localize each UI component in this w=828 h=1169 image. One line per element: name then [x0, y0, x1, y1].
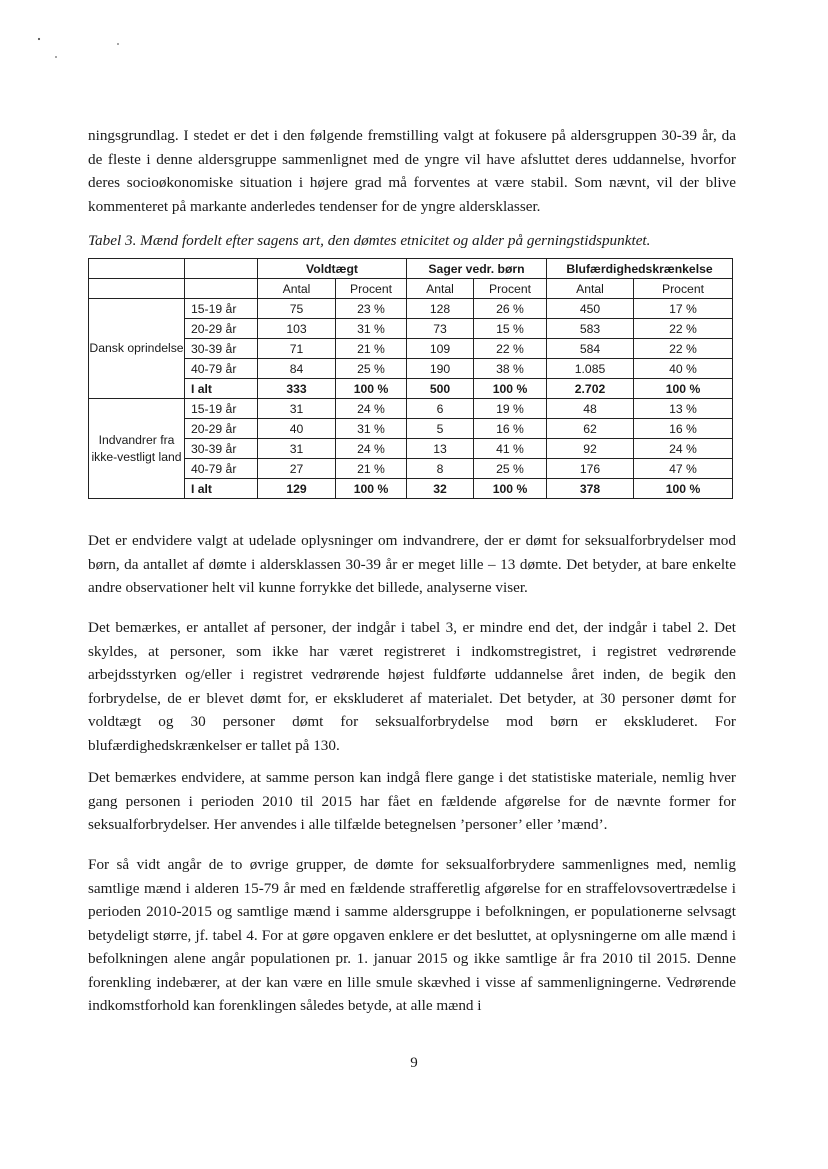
age-cell: I alt	[185, 479, 258, 499]
value-cell: 40 %	[634, 359, 733, 379]
value-cell: 176	[547, 459, 634, 479]
value-cell: 100 %	[634, 479, 733, 499]
value-cell: 84	[258, 359, 336, 379]
table-caption: Tabel 3. Mænd fordelt efter sagens art, den dømtes etnicitet og alder på gerningstidspunktet.	[88, 232, 651, 249]
value-cell: 47 %	[634, 459, 733, 479]
value-cell: 13 %	[634, 399, 733, 419]
sub-header: Antal	[407, 279, 474, 299]
corner-cell	[185, 259, 258, 279]
value-cell: 62	[547, 419, 634, 439]
value-cell: 22 %	[634, 319, 733, 339]
table-row	[89, 399, 733, 419]
value-cell: 26 %	[474, 299, 547, 319]
value-cell: 1.085	[547, 359, 634, 379]
table-row	[89, 359, 733, 379]
value-cell: 100 %	[474, 379, 547, 399]
value-cell: 16 %	[634, 419, 733, 439]
table-row	[89, 299, 733, 319]
value-cell: 32	[407, 479, 474, 499]
age-cell: 15-19 år	[185, 399, 258, 419]
corner-cell	[89, 259, 185, 279]
value-cell: 100 %	[474, 479, 547, 499]
age-cell: 20-29 år	[185, 319, 258, 339]
table-row	[89, 439, 733, 459]
value-cell: 31	[258, 439, 336, 459]
paragraph-table-count: Det bemærkes, er antallet af personer, der indgår i tabel 3, er mindre end det, der indgår i tabel 2. Det skyldes, at personer, som ikke har været registreret i indkomstregistret, i registret vedrørende arbejdsstyrken og/eller i registret vedrørende højest fuldførte uddannelse året inden, de begik den forbrydelse, de er blevet dømt for, er ekskluderet af materialet. Det betyder, at 30 personer dømt for voldtægt og 30 personer dømt for seksualforbrydelse mod børn er ekskluderet. For blufærdighedskrænkelser er tallet på 130.	[88, 619, 736, 754]
value-cell: 27	[258, 459, 336, 479]
value-cell: 584	[547, 339, 634, 359]
paragraph-comparison-groups: For så vidt angår de to øvrige grupper, de dømte for seksualforbrydere sammenlignes med, nemlig samtlige mænd i alderen 15-79 år med en fældende strafferetlig afgørelse for en straffelovsovertrædelse i perioden 2010-2015 og samtlige mænd i samme aldersgruppe i befolkningen, er populationerne selvsagt betydeligt større, jf. tabel 4. For at gøre opgaven enklere er det besluttet, at oplysningerne om alle mænd i befolkningen alene angår populationen pr. 1. januar 2015 og ikke samtlige år fra 2010 til 2015. Denne forenkling indebærer, at der kan være en lille smule skævhed i visse af sammenligningerne. Vedrørende indkomstforhold kan forenklingen således betyde, at alle mænd i	[88, 856, 736, 1014]
value-cell: 22 %	[634, 339, 733, 359]
value-cell: 190	[407, 359, 474, 379]
value-cell: 25 %	[336, 359, 407, 379]
value-cell: 73	[407, 319, 474, 339]
value-cell: 41 %	[474, 439, 547, 459]
table-row-total	[89, 479, 733, 499]
group-header: Blufærdighedskrænkelse	[547, 259, 733, 279]
value-cell: 24 %	[336, 399, 407, 419]
value-cell: 5	[407, 419, 474, 439]
value-cell: 8	[407, 459, 474, 479]
age-cell: 15-19 år	[185, 299, 258, 319]
scan-specks	[0, 0, 140, 70]
value-cell: 16 %	[474, 419, 547, 439]
value-cell: 109	[407, 339, 474, 359]
value-cell: 71	[258, 339, 336, 359]
value-cell: 100 %	[336, 379, 407, 399]
origin-label: Dansk oprindelse	[89, 299, 185, 399]
age-cell: 30-39 år	[185, 439, 258, 459]
value-cell: 23 %	[336, 299, 407, 319]
age-cell: I alt	[185, 379, 258, 399]
table-row	[89, 339, 733, 359]
value-cell: 129	[258, 479, 336, 499]
corner-cell	[185, 279, 258, 299]
sub-header: Antal	[258, 279, 336, 299]
value-cell: 103	[258, 319, 336, 339]
value-cell: 6	[407, 399, 474, 419]
age-cell: 20-29 år	[185, 419, 258, 439]
value-cell: 13	[407, 439, 474, 459]
origin-label: Indvandrer fra ikke-vestligt land	[89, 399, 185, 499]
value-cell: 31 %	[336, 319, 407, 339]
value-cell: 19 %	[474, 399, 547, 419]
table-row	[89, 419, 733, 439]
value-cell: 24 %	[336, 439, 407, 459]
value-cell: 75	[258, 299, 336, 319]
group-header: Voldtægt	[258, 259, 407, 279]
paragraph-exclusion: Det er endvidere valgt at udelade oplysninger om indvandrere, der er dømt for seksualforbrydelser mod børn, da antallet af dømte i aldersklassen 30-39 år er meget lille – 13 dømte. Det betyder, at bare enkelte andre observationer helt vil kunne forrykke det billede, analyserne viser.	[88, 532, 736, 596]
value-cell: 500	[407, 379, 474, 399]
age-cell: 40-79 år	[185, 459, 258, 479]
value-cell: 378	[547, 479, 634, 499]
value-cell: 100 %	[634, 379, 733, 399]
table-row	[89, 459, 733, 479]
value-cell: 38 %	[474, 359, 547, 379]
value-cell: 100 %	[336, 479, 407, 499]
value-cell: 48	[547, 399, 634, 419]
sub-header: Antal	[547, 279, 634, 299]
data-table	[88, 258, 733, 499]
value-cell: 24 %	[634, 439, 733, 459]
value-cell: 17 %	[634, 299, 733, 319]
group-header: Sager vedr. børn	[407, 259, 547, 279]
intro-paragraph: ningsgrundlag. I stedet er det i den følgende fremstilling valgt at fokusere på aldersgruppen 30-39 år, da de fleste i denne aldersgruppe sammenlignet med de yngre vil have afsluttet deres uddannelse, hvorfor deres socioøkonomiske situation i højere grad må forventes at være stabil. Som nævnt, vil der blive kommenteret på markante anderledes tendenser for de yngre aldersklasser.	[88, 127, 736, 215]
age-cell: 40-79 år	[185, 359, 258, 379]
corner-cell	[89, 279, 185, 299]
age-cell: 30-39 år	[185, 339, 258, 359]
value-cell: 21 %	[336, 339, 407, 359]
value-cell: 2.702	[547, 379, 634, 399]
value-cell: 21 %	[336, 459, 407, 479]
value-cell: 15 %	[474, 319, 547, 339]
value-cell: 333	[258, 379, 336, 399]
sub-header: Procent	[336, 279, 407, 299]
value-cell: 31 %	[336, 419, 407, 439]
table-row-total	[89, 379, 733, 399]
table-row	[89, 319, 733, 339]
value-cell: 450	[547, 299, 634, 319]
page-number: 9	[410, 1055, 418, 1071]
sub-header: Procent	[634, 279, 733, 299]
value-cell: 92	[547, 439, 634, 459]
value-cell: 22 %	[474, 339, 547, 359]
sub-header: Procent	[474, 279, 547, 299]
value-cell: 31	[258, 399, 336, 419]
value-cell: 25 %	[474, 459, 547, 479]
value-cell: 128	[407, 299, 474, 319]
paragraph-repeat-persons: Det bemærkes endvidere, at samme person kan indgå flere gange i det statistiske materiale, nemlig hver gang personen i perioden 2010 til 2015 har fået en fældende afgørelse for de nævnte former for seksualforbrydelser. Her anvendes i alle tilfælde betegnelsen ’personer’ eller ’mænd’.	[88, 769, 736, 833]
value-cell: 40	[258, 419, 336, 439]
value-cell: 583	[547, 319, 634, 339]
